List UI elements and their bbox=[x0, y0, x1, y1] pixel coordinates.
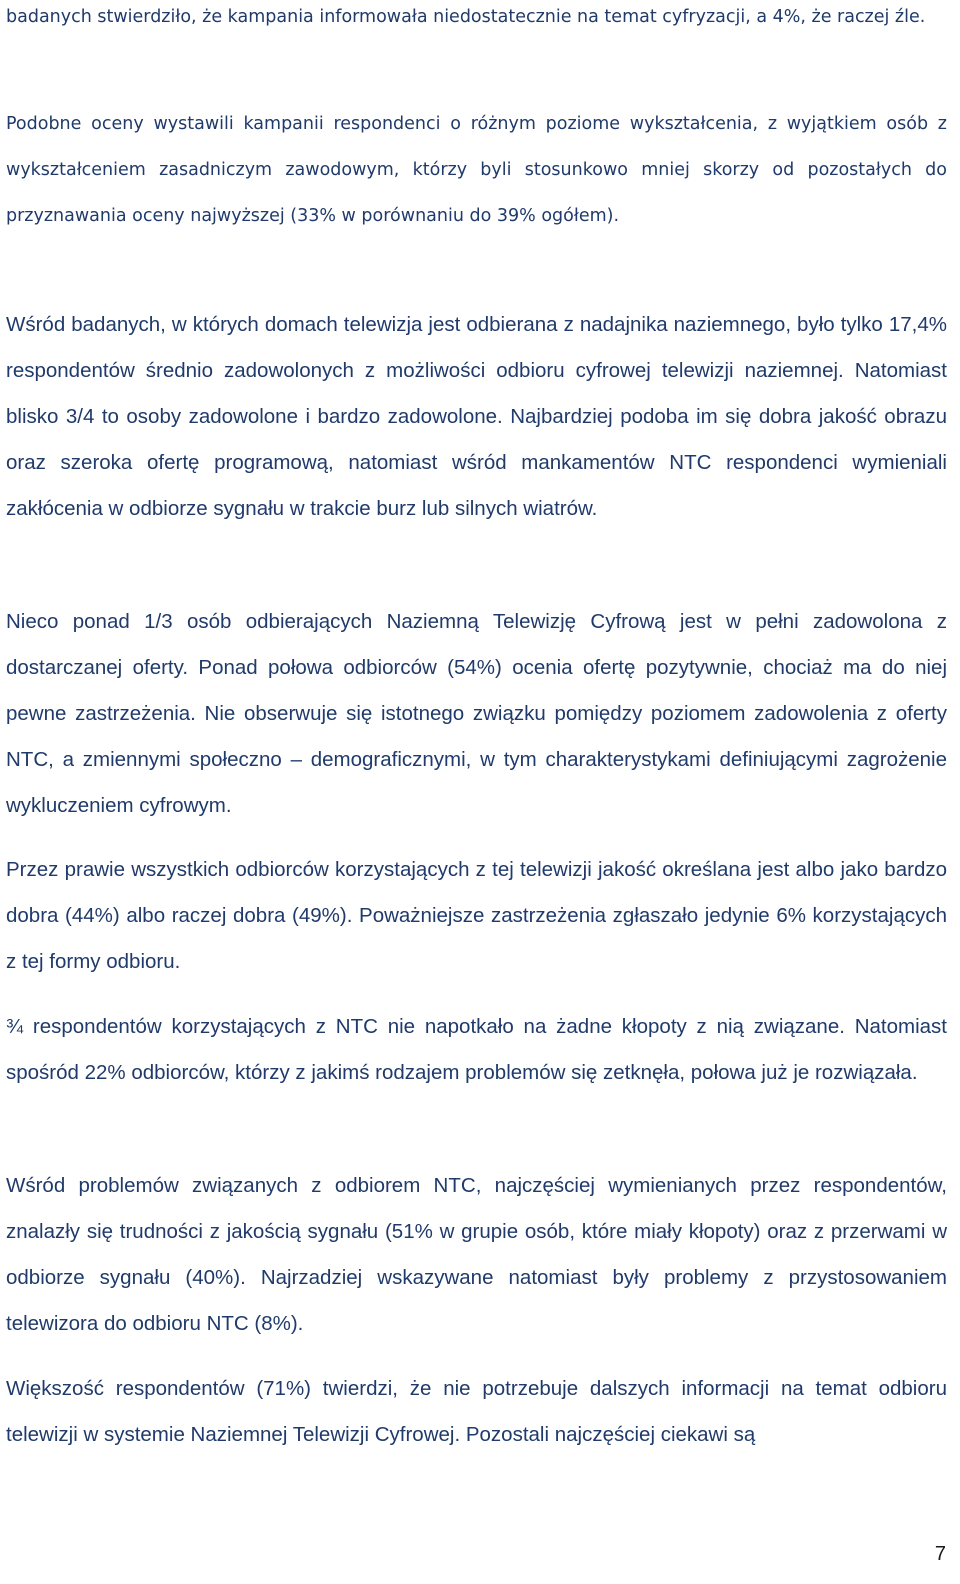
paragraph-problem-types: Wśród problemów związanych z odbiorem NTC, najczęściej wymienianych przez respondentów, znalazły się trudności z jakością sygnału (51% w grupie osób, które miały kłopoty) oraz z przerwami w odbiorze sygnału (40%). Najrzadziej wskazywane natomiast były problemy z przystosowaniem telewizora do odbioru NTC (8%). bbox=[6, 1174, 947, 1335]
paragraph-quality-rating: Przez prawie wszystkich odbiorców korzystających z tej telewizji jakość określana jest albo jako bardzo dobra (44%) albo raczej dobra (49%). Poważniejsze zastrzeżenia zgłaszało jedynie 6% korzystających z tej formy odbioru. bbox=[6, 858, 947, 973]
paragraph-information-needs: Większość respondentów (71%) twierdzi, że nie potrzebuje dalszych informacji na temat odbioru telewizji w systemie Naziemnej Telewizji Cyfrowej. Pozostali najczęściej ciekawi są bbox=[6, 1377, 947, 1446]
paragraph-education-levels: Podobne oceny wystawili kampanii respondenci o różnym poziome wykształcenia, z wyjątkiem osób z wykształceniem zasadniczym zawodowym, którzy byli stosunkowo mniej skorzy od pozostałych do przyznawania oceny najwyższej (33% w porównaniu do 39% ogółem). bbox=[6, 114, 947, 226]
paragraph-ntc-offer: Nieco ponad 1/3 osób odbierających Naziemną Telewizję Cyfrową jest w pełni zadowolona z dostarczanej oferty. Ponad połowa odbiorców (54%) ocenia ofertę pozytywnie, chociaż ma do niej pewne zastrzeżenia. Nie obserwuje się istotnego związku pomiędzy poziomem zadowolenia z oferty NTC, a zmiennymi społeczno – demograficznymi, w tym charakterystykami definiującymi zagrożenie wykluczeniem cyfrowym. bbox=[6, 610, 947, 817]
paragraph-problems-encountered: ¾ respondentów korzystających z NTC nie napotkało na żadne kłopoty z nią związane. Natomiast spośród 22% odbiorców, którzy z jakimś rodzajem problemów się zetknęła, połowa już je rozwiązała. bbox=[6, 1015, 947, 1084]
paragraph-campaign-evaluation-end: badanych stwierdziło, że kampania informowała niedostatecznie na temat cyfryzacji, a 4%, że raczej źle. bbox=[6, 7, 926, 27]
paragraph-terrestrial-satisfaction: Wśród badanych, w których domach telewizja jest odbierana z nadajnika naziemnego, było tylko 17,4% respondentów średnio zadowolonych z możliwości odbioru cyfrowej telewizji naziemnej. Natomiast blisko 3/4 to osoby zadowolone i bardzo zadowolone. Najbardziej podoba im się dobra jakość obrazu oraz szeroka ofertę programową, natomiast wśród mankamentów NTC respondenci wymieniali zakłócenia w odbiorze sygnału w trakcie burz lub silnych wiatrów. bbox=[6, 313, 947, 520]
page-number: 7 bbox=[934, 1543, 946, 1565]
